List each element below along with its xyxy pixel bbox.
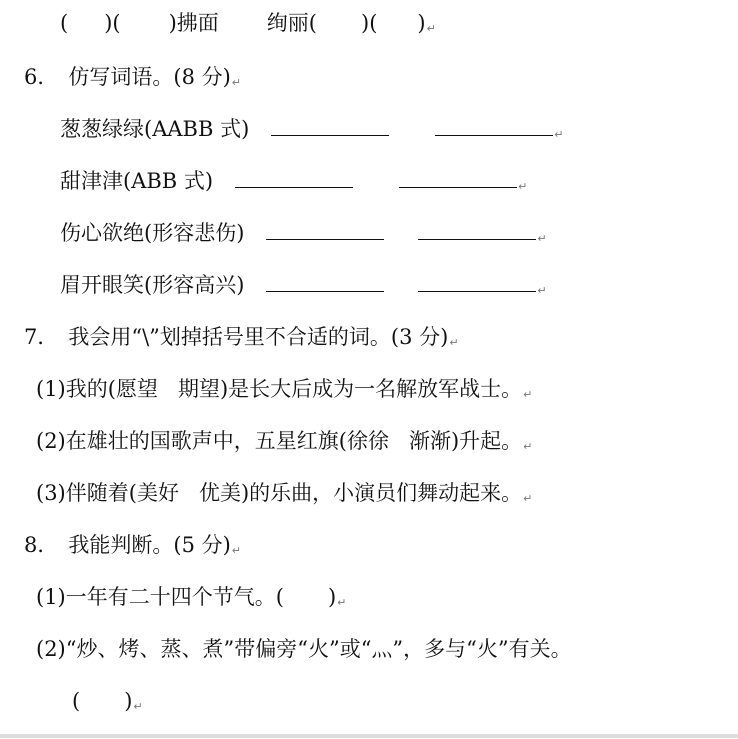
q7-item-pre: (3)伴随着(	[36, 481, 137, 505]
paren-open: (	[60, 11, 69, 35]
paren-close: )	[417, 11, 426, 35]
answer-blank[interactable]	[435, 134, 553, 136]
answer-blank[interactable]	[399, 186, 517, 188]
q7-item-pre: (1)我的(	[36, 377, 116, 401]
q6-item-label: 眉开眼笑(形容高兴)	[60, 273, 245, 297]
q6-item	[60, 168, 527, 200]
paren-close: )	[124, 689, 133, 713]
q7-title	[24, 324, 459, 356]
answer-blank[interactable]	[235, 186, 353, 188]
q6-number: 6．	[24, 65, 59, 89]
paragraph-mark: ↵	[426, 22, 436, 35]
gorgeous-text: 绚丽(	[266, 11, 317, 35]
q8-title-text: 我能判断。(5 分)	[68, 533, 231, 557]
q7-item	[36, 480, 532, 512]
paragraph-mark: ↵	[537, 284, 547, 297]
q6-item-label: 甜津津(ABB 式)	[60, 169, 214, 193]
q7-item-pre: (2)在雄壮的国歌声中，五星红旗(	[36, 429, 347, 453]
paragraph-mark: ↵	[133, 700, 143, 713]
q6-item	[60, 220, 547, 252]
q7-number: 7．	[24, 325, 59, 349]
q8-answer-line	[72, 688, 143, 720]
paragraph-mark: ↵	[337, 596, 347, 609]
q6-item	[60, 272, 547, 304]
paragraph-mark: ↵	[231, 544, 242, 557]
q8-number: 8．	[24, 533, 59, 557]
answer-blank[interactable]	[266, 290, 384, 292]
q6-item-label: 伤心欲绝(形容悲伤)	[60, 221, 245, 245]
brush-face-text: )拂面	[168, 11, 219, 35]
word-choice[interactable]: 渐渐	[408, 429, 451, 453]
answer-blank[interactable]	[418, 238, 536, 240]
q7-item-post: )的乐曲，小演员们舞动起来。	[240, 481, 523, 505]
paren-close-open: )(	[104, 11, 121, 35]
word-choice[interactable]: 期望	[177, 377, 220, 401]
q8-item-text: (2)“炒、烤、蒸、煮”带偏旁“火”或“灬”，多与“火”有关。	[36, 637, 572, 661]
paragraph-mark: ↵	[523, 388, 533, 401]
q6-title-text: 仿写词语。(8 分)	[68, 65, 231, 89]
q8-item	[36, 584, 346, 616]
word-choice[interactable]: 徐徐	[346, 429, 389, 453]
answer-blank[interactable]	[418, 290, 536, 292]
paragraph-mark: ↵	[554, 128, 564, 141]
answer-line-top	[60, 10, 436, 42]
q6-item-label: 葱葱绿绿(AABB 式)	[60, 117, 250, 141]
q7-item-post: )升起。	[450, 429, 523, 453]
paren-open: (	[72, 689, 81, 713]
paragraph-mark: ↵	[523, 440, 533, 453]
q7-item-post: )是长大后成为一名解放军战士。	[219, 377, 523, 401]
paragraph-mark: ↵	[523, 492, 533, 505]
paragraph-mark: ↵	[537, 232, 547, 245]
q8-item-pre: (1)一年有二十四个节气。(	[36, 585, 284, 609]
word-choice[interactable]: 美好	[136, 481, 179, 505]
word-choice[interactable]: 优美	[198, 481, 241, 505]
answer-blank[interactable]	[266, 238, 384, 240]
word-choice[interactable]: 愿望	[115, 377, 158, 401]
q7-title-text: 我会用“\”划掉括号里不合适的词。(3 分)	[68, 325, 449, 349]
paragraph-mark: ↵	[231, 76, 242, 89]
page-bottom-border	[0, 734, 738, 738]
q6-title	[24, 64, 241, 96]
q8-item	[36, 636, 572, 662]
q7-item	[36, 428, 532, 460]
paren-close-open-2: )(	[361, 11, 378, 35]
q6-item	[60, 116, 563, 148]
answer-blank[interactable]	[271, 134, 389, 136]
q7-item	[36, 376, 532, 408]
q8-item-post: )	[327, 585, 337, 609]
q8-title	[24, 532, 241, 564]
paragraph-mark: ↵	[449, 336, 459, 349]
paragraph-mark: ↵	[518, 180, 528, 193]
